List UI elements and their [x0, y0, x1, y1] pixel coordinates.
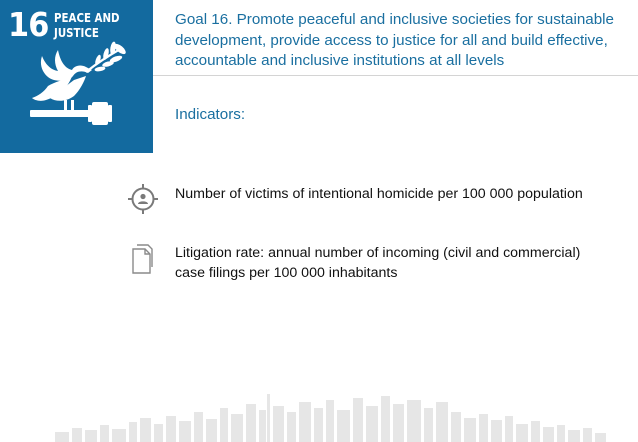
sdg-name-line1: PEACE AND — [54, 10, 120, 25]
dove-olive-branch-gavel-icon — [24, 40, 134, 135]
header-divider — [153, 75, 638, 76]
city-skyline-watermark — [0, 392, 638, 442]
sdg-name — [54, 10, 120, 40]
sdg-number: 16 — [8, 5, 49, 44]
sdg-16-tile — [0, 0, 153, 153]
indicator-text: Litigation rate: annual number of incoming (civil and commercial) case filings per 100 000 inhabitants — [175, 245, 581, 281]
indicators-heading: Indicators: — [175, 106, 246, 123]
target-person-icon — [122, 184, 164, 218]
goal-title: Goal 16. Promote peaceful and inclusive societies for sustainable development, provide access to justice for all and build effective, accountable and inclusive institutions at all levels — [175, 11, 614, 69]
indicator-text: Number of victims of intentional homicide per 100 000 population — [175, 186, 583, 202]
document-pages-icon — [122, 243, 164, 277]
sdg-name-line2: JUSTICE — [54, 25, 99, 40]
